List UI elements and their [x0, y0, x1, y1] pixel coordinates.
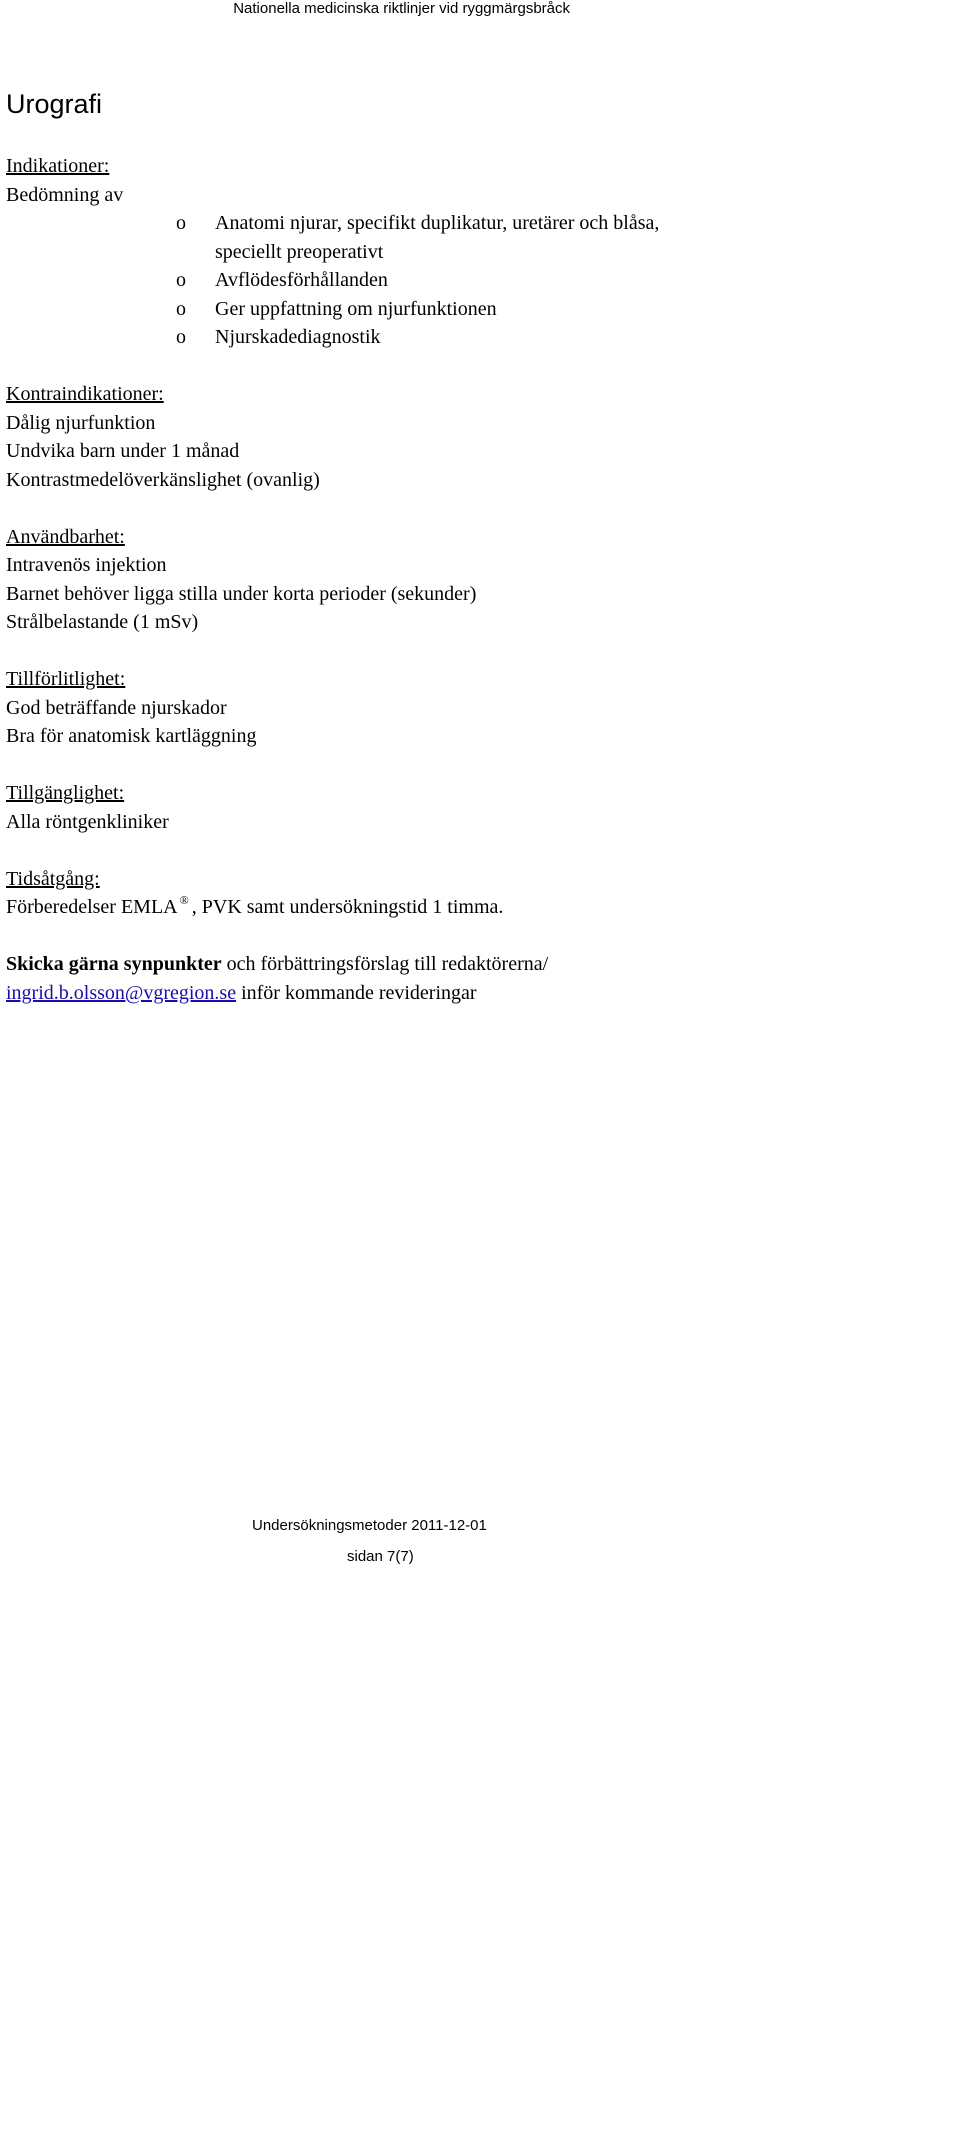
bullet-icon: o	[176, 297, 186, 320]
time-line	[6, 893, 706, 922]
bullet-icon: o	[176, 212, 186, 234]
feedback-section	[6, 950, 706, 1007]
usability-heading: Användbarhet:	[6, 525, 125, 548]
contraindications-section	[6, 380, 706, 494]
contraindication-line: Kontrastmedelöverkänslighet (ovanlig)	[6, 468, 320, 491]
time-section	[6, 865, 706, 922]
footer-document-info: Undersökningsmetoder 2011-12-01	[252, 1517, 487, 1534]
time-heading: Tidsåtgång:	[6, 867, 100, 890]
feedback-text: och förbättringsförslag till redaktörerna/	[221, 953, 549, 975]
reliability-heading: Tillförlitlighet:	[6, 668, 126, 690]
list-item	[176, 209, 706, 266]
list-item-text: Anatomi njurar, specifikt duplikatur, uretärer och blåsa, speciellt preoperativt	[215, 212, 660, 263]
contraindication-line: Undvika barn under 1 månad	[6, 440, 240, 462]
contraindications-heading: Kontraindikationer:	[6, 383, 164, 405]
usability-line: Strålbelastande (1 mSv)	[6, 611, 199, 633]
indications-list	[6, 209, 706, 352]
reliability-line: Bra för anatomisk kartläggning	[6, 725, 257, 747]
time-text: Förberedelser EMLA	[6, 896, 178, 918]
feedback-text-rest: inför kommande revideringar	[236, 981, 477, 1004]
bullet-icon: o	[176, 269, 186, 291]
registered-trademark-icon: ®	[179, 893, 189, 907]
bullet-icon: o	[176, 326, 186, 348]
list-item	[176, 266, 706, 295]
reliability-line: God beträffande njurskador	[6, 696, 227, 719]
availability-section	[6, 779, 706, 836]
document-body	[6, 152, 706, 1036]
list-item-text: Njurskadediagnostik	[215, 326, 381, 348]
reliability-section	[6, 665, 706, 751]
usability-line: Barnet behöver ligga stilla under korta perioder (sekunder)	[6, 582, 477, 605]
page-title: Urografi	[6, 89, 103, 119]
list-item-text: Ger uppfattning om njurfunktionen	[215, 297, 497, 320]
indications-section	[6, 152, 706, 352]
list-item-text: Avflödesförhållanden	[215, 269, 388, 291]
feedback-line-2	[6, 979, 706, 1008]
running-header: Nationella medicinska riktlinjer vid ryggmärgsbråck	[233, 0, 570, 17]
email-link[interactable]: ingrid.b.olsson@vgregion.se	[6, 981, 237, 1004]
availability-heading: Tillgänglighet:	[6, 782, 125, 804]
indications-heading: Indikationer:	[6, 155, 110, 177]
list-item	[176, 323, 706, 352]
list-item	[176, 295, 706, 324]
indications-intro: Bedömning av	[6, 183, 124, 206]
contraindication-line: Dålig njurfunktion	[6, 411, 156, 434]
page-number: sidan 7(7)	[347, 1548, 414, 1565]
availability-line: Alla röntgenkliniker	[6, 810, 169, 833]
usability-section	[6, 523, 706, 637]
time-text-rest: , PVK samt undersökningstid 1 timma.	[191, 896, 504, 918]
usability-line: Intravenös injektion	[6, 554, 167, 576]
feedback-line-1	[6, 950, 706, 979]
feedback-bold-text: Skicka gärna synpunkter	[6, 953, 222, 975]
